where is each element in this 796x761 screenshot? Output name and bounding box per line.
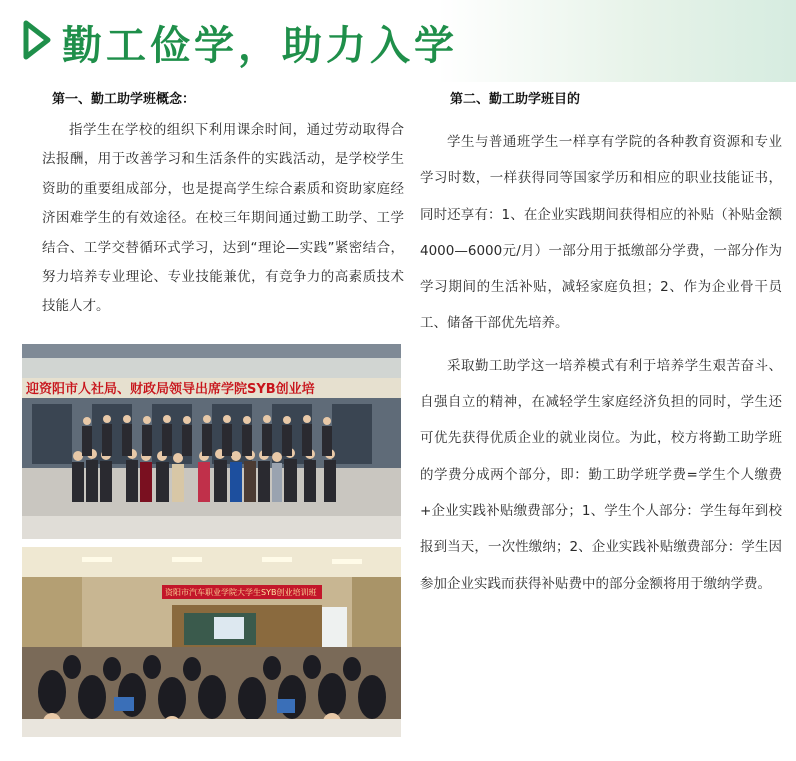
group-photo: [22, 344, 401, 539]
section-paragraph: 指学生在学校的组织下利用课余时间，通过劳动取得合法报酬，用于改善学习和生活条件的实践活动，是学校学生资助的重要组成部分，也是提高学生综合素质和资助家庭经济困难学生的有效途径。在校三年期间通过勤工助学、工学结合、工学交替循环式学习，达到“理论—实践”紧密结合，努力培养专业理论、专业技能兼优，有竞争力的高素质技术技能人才。: [42, 122, 404, 315]
section-paragraph: 学生与普通班学生一样享有学院的各种教育资源和专业学习时数，一样获得同等国家学历和相应的职业技能证书，同时还享有：1、在企业实践期间获得相应的补贴（补贴金额4000—6000元/月）一部分用于抵缴部分学费，一部分作为学习期间的生活补贴，减轻家庭负担；2、作为企业骨干员工、储备干部优先培养。: [420, 134, 782, 332]
section-paragraph: 采取勤工助学这一培养模式有利于培养学生艰苦奋斗、自强自立的精神，在减轻学生家庭经济负担的同时，学生还可优先获得优质企业的就业岗位。为此，校方将勤工助学班的学费分成两个部分，即：勤工助学班学费=学生个人缴费+企业实践补贴缴费部分；1、学生个人部分：学生每年到校报到当天，一次性缴纳；2、企业实践补贴缴费部分：学生因参加企业实践而获得补贴费中的部分金额将用于缴纳学费。: [420, 357, 782, 592]
section-heading: 第一、勤工助学班概念：: [52, 92, 196, 107]
photo-banner-text: 资阳市汽车职业学院大学生SYB创业培训班: [165, 588, 317, 597]
page-title: 勤工俭学，助力入学: [62, 23, 458, 69]
play-outline-icon: [22, 20, 52, 60]
photo-banner-text: 迎资阳市人社局、财政局领导出席学院SYB创业培: [26, 382, 315, 397]
section-concept: [42, 88, 404, 322]
classroom-photo: [22, 547, 401, 737]
section-purpose: [420, 88, 782, 602]
section-heading: 第二、勤工助学班目的: [450, 92, 581, 107]
